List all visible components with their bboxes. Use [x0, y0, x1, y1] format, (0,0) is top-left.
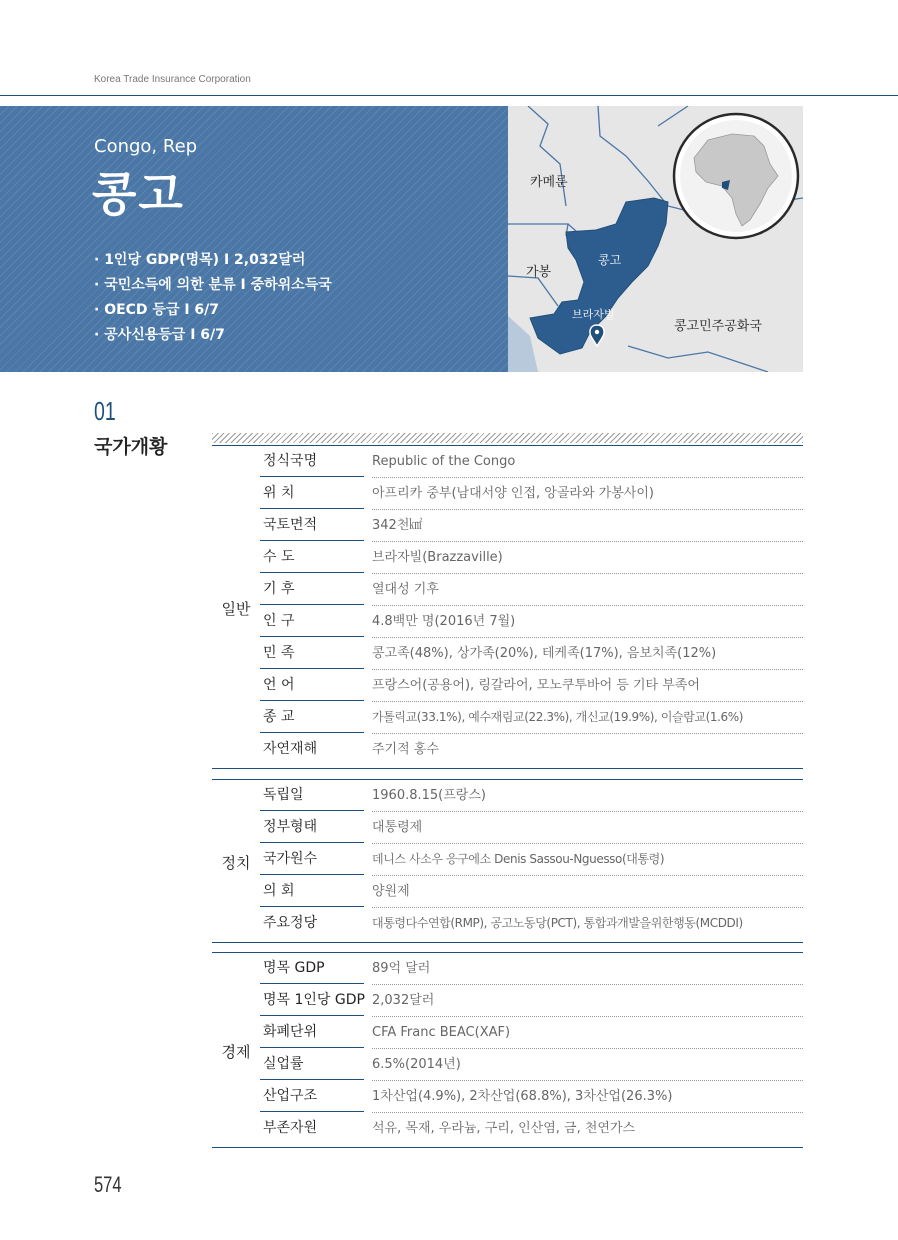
row-value: Republic of the Congo — [372, 446, 803, 478]
row-value: 342천㎢ — [372, 510, 803, 542]
row-value: 1차산업(4.9%), 2차산업(68.8%), 3차산업(26.3%) — [372, 1081, 803, 1113]
table-row — [260, 908, 803, 940]
row-value: 대통령제 — [372, 812, 803, 844]
page-number: 574 — [94, 1172, 122, 1197]
row-key: 종 교 — [260, 702, 364, 733]
row-value: 아프리카 중부(남대서양 인접, 앙골라와 가봉사이) — [372, 478, 803, 510]
fact-oecd-grade: · OECD 등급 I 6/7 — [94, 302, 220, 318]
table-row — [260, 1081, 803, 1113]
table-row — [260, 812, 803, 844]
table-row — [260, 780, 803, 812]
section-number: 01 — [94, 396, 116, 426]
header-org-name: Korea Trade Insurance Corporation — [94, 74, 251, 85]
row-value: 콩고족(48%), 상가족(20%), 테케족(17%), 음보치족(12%) — [372, 638, 803, 670]
row-value: 대통령다수연합(RMP), 공고노동당(PCT), 통합과개발을위한행동(MCDDI) — [372, 916, 743, 930]
row-key: 실업률 — [260, 1049, 364, 1080]
table-row — [260, 638, 803, 670]
table-row — [260, 702, 803, 734]
map-label-cameroon: 카메룬 — [530, 175, 568, 190]
table-row — [260, 953, 803, 985]
table-row — [260, 574, 803, 606]
row-value: 브라자빌(Brazzaville) — [372, 542, 803, 574]
row-key: 독립일 — [260, 780, 364, 811]
row-key: 정부형태 — [260, 812, 364, 843]
table-row — [260, 542, 803, 574]
table-row — [260, 670, 803, 702]
country-title: 콩고 — [92, 167, 185, 221]
row-value: 89억 달러 — [372, 953, 803, 985]
section-hatch-divider — [212, 433, 803, 443]
row-key: 국토면적 — [260, 510, 364, 541]
country-map — [508, 106, 803, 372]
row-key: 기 후 — [260, 574, 364, 605]
row-value: 주기적 홍수 — [372, 742, 439, 757]
group-label-economy: 경제 — [221, 1043, 251, 1061]
fact-gdp-per-capita: · 1인당 GDP(명목) I 2,032달러 — [94, 252, 306, 268]
table-row — [260, 734, 803, 766]
globe-inset — [674, 114, 798, 238]
table-row — [260, 606, 803, 638]
row-value: 프랑스어(공용어), 링갈라어, 모노쿠투바어 등 기타 부족어 — [372, 670, 803, 702]
table-row — [260, 876, 803, 908]
row-key: 산업구조 — [260, 1081, 364, 1112]
row-value: 2,032달러 — [372, 985, 803, 1017]
row-value: 1960.8.15(프랑스) — [372, 780, 803, 812]
map-label-gabon: 가봉 — [526, 265, 552, 280]
table-row — [260, 1113, 803, 1145]
row-key: 언 어 — [260, 670, 364, 701]
row-key: 민 족 — [260, 638, 364, 669]
group-economy — [212, 952, 803, 1148]
row-value: CFA Franc BEAC(XAF) — [372, 1017, 803, 1049]
row-key: 의 회 — [260, 876, 364, 907]
header-divider — [0, 95, 898, 96]
table-row — [260, 478, 803, 510]
map-label-congo: 콩고 — [598, 253, 622, 267]
group-politics — [212, 779, 803, 943]
row-value: 열대성 기후 — [372, 574, 803, 606]
row-value: 4.8백만 명(2016년 7월) — [372, 606, 803, 638]
map-label-brazzaville: 브라자빌 — [572, 308, 615, 321]
row-value: 양원제 — [372, 876, 803, 908]
group-label-general: 일반 — [221, 600, 251, 618]
row-key: 주요정당 — [263, 915, 318, 931]
row-value: 6.5%(2014년) — [372, 1049, 803, 1081]
country-english-name: Congo, Rep — [94, 136, 198, 157]
section-title: 국가개황 — [94, 436, 168, 458]
group-general — [212, 445, 803, 769]
table-row — [260, 446, 803, 478]
row-key: 인 구 — [260, 606, 364, 637]
table-row — [260, 1017, 803, 1049]
key-facts-list — [94, 248, 332, 348]
fact-credit-grade: · 공사신용등급 I 6/7 — [94, 327, 225, 343]
group-label-politics: 정치 — [221, 854, 251, 872]
row-key: 국가원수 — [260, 844, 364, 875]
table-row — [260, 510, 803, 542]
row-value: 가톨릭교(33.1%), 예수재림교(22.3%), 개신교(19.9%), 이슬람교(1.6%) — [372, 702, 803, 734]
row-key: 수 도 — [260, 542, 364, 573]
country-banner — [0, 106, 508, 372]
map-label-drc: 콩고민주공화국 — [674, 319, 762, 334]
row-key: 위 치 — [260, 478, 364, 509]
row-key: 명목 GDP — [260, 953, 364, 984]
table-row — [260, 844, 803, 876]
fact-income-class: · 국민소득에 의한 분류 I 중하위소득국 — [94, 277, 332, 293]
row-key: 화폐단위 — [260, 1017, 364, 1048]
row-key: 부존자원 — [263, 1120, 318, 1136]
row-key: 정식국명 — [260, 446, 364, 477]
row-value: 데니스 사소우 응구에소 Denis Sassou-Nguesso(대통령) — [372, 844, 803, 876]
row-key: 자연재해 — [263, 741, 318, 757]
row-key: 명목 1인당 GDP — [260, 985, 364, 1016]
table-row — [260, 1049, 803, 1081]
row-value: 석유, 목재, 우라늄, 구리, 인산염, 금, 천연가스 — [372, 1121, 636, 1136]
table-row — [260, 985, 803, 1017]
